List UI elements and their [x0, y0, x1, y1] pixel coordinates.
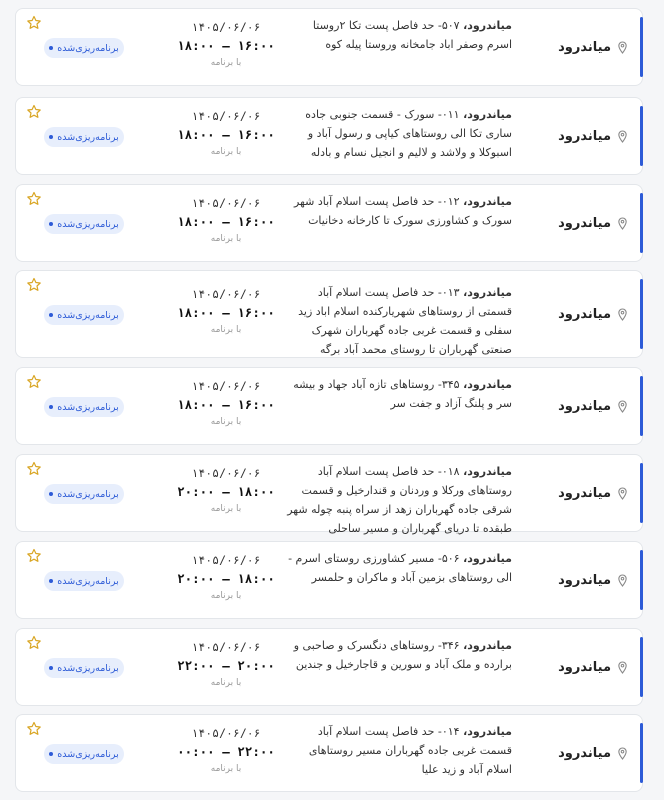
description-text: ۰۱۳- حد فاصل پست اسلام آباد قسمتی از روستاهای شهریارکنده اسلام اباد زید سفلی و قسمت غربی جاده گهرباران شهرک صنعتی گهرباران تا روستای محمد آباد برگه: [298, 286, 512, 356]
outage-card[interactable]: [15, 628, 643, 706]
region-code: میاندرود،: [463, 465, 512, 478]
region: [558, 185, 628, 261]
region-label: میاندرود: [558, 659, 611, 675]
outage-card[interactable]: [15, 184, 643, 262]
status-badge: برنامه‌ریزی‌شده: [44, 305, 124, 325]
outage-time-range: ۱۶:۰۰ — ۱۸:۰۰: [177, 397, 275, 412]
region-code: میاندرود،: [463, 552, 512, 565]
outage-note: با برنامه: [210, 417, 242, 427]
outage-date: ۱۴۰۵/۰۶/۰۶: [191, 640, 261, 654]
outage-card[interactable]: [15, 8, 643, 86]
region-label: میاندرود: [558, 128, 611, 144]
region: [558, 542, 628, 618]
description-text: ۳۴۵- روستاهای تازه آباد جهاد و بیشه سر و پلنگ آزاد و جفت سر: [293, 378, 512, 410]
outage-card[interactable]: [15, 270, 643, 358]
region: [558, 715, 628, 791]
outage-description: [287, 283, 512, 359]
outage-note: با برنامه: [210, 58, 242, 68]
region-code: میاندرود،: [463, 378, 512, 391]
location-pin-icon: [617, 747, 628, 760]
region-code: میاندرود،: [463, 19, 512, 32]
outage-date: ۱۴۰۵/۰۶/۰۶: [191, 553, 261, 567]
outage-description: [287, 192, 512, 230]
favorite-star-icon[interactable]: [26, 15, 42, 31]
outage-description: [287, 105, 512, 162]
region-label: میاندرود: [558, 485, 611, 501]
description-text: ۰۱۱- سورک - قسمت جنوبی جاده ساری تکا الی روستاهای کیاپی و رسول آباد و اسبوکلا و ولاشد و لالیم و انجیل نسام و بادله: [305, 108, 512, 159]
region: [558, 271, 628, 357]
status-badge: برنامه‌ریزی‌شده: [44, 571, 124, 591]
outage-time-range: ۱۶:۰۰ — ۱۸:۰۰: [177, 214, 275, 229]
description-text: ۵۰۶- مسیر کشاورزی روستای اسرم - الی روستاهای بزمین آباد و ماکران و حلمسر: [288, 552, 512, 584]
region: [558, 629, 628, 705]
outage-note: با برنامه: [210, 504, 242, 514]
location-pin-icon: [617, 41, 628, 54]
outage-date: ۱۴۰۵/۰۶/۰۶: [191, 109, 261, 123]
region-label: میاندرود: [558, 572, 611, 588]
description-text: ۰۱۴- حد فاصل پست اسلام آباد قسمت غربی جاده گهرباران مسیر روستاهای اسلام آباد و زید علیا: [308, 725, 512, 776]
status-badge: برنامه‌ریزی‌شده: [44, 38, 124, 58]
region-code: میاندرود،: [463, 195, 512, 208]
region-code: میاندرود،: [463, 108, 512, 121]
region-code: میاندرود،: [463, 286, 512, 299]
region-label: میاندرود: [558, 745, 611, 761]
location-pin-icon: [617, 400, 628, 413]
outage-card[interactable]: [15, 454, 643, 535]
location-pin-icon: [617, 217, 628, 230]
description-text: ۰۱۸- حد فاصل پست اسلام آباد روستاهای ورکلا و وردنان و قندارخیل و قسمت شرقی جاده گهرباران زهد از سراه پنبه چوله شهر طبقده تا دریای گهرباران و مسیر ساحلی: [287, 465, 512, 535]
outage-date: ۱۴۰۵/۰۶/۰۶: [191, 726, 261, 740]
outage-card[interactable]: [15, 714, 643, 792]
favorite-star-icon[interactable]: [26, 721, 42, 737]
outage-note: با برنامه: [210, 234, 242, 244]
outage-date: ۱۴۰۵/۰۶/۰۶: [191, 379, 261, 393]
region-label: میاندرود: [558, 398, 611, 414]
description-text: ۵۰۷- حد فاصل پست تکا ۲روستا اسرم وصفر اباد جامخانه وروستا پیله کوه: [312, 19, 512, 51]
description-text: ۰۱۲- حد فاصل پست اسلام آباد شهر سورک و کشاورزی سورک تا کارخانه دخانیات: [293, 195, 512, 227]
favorite-star-icon[interactable]: [26, 104, 42, 120]
region-label: میاندرود: [558, 215, 611, 231]
favorite-star-icon[interactable]: [26, 548, 42, 564]
location-pin-icon: [617, 130, 628, 143]
location-pin-icon: [617, 574, 628, 587]
outage-note: با برنامه: [210, 764, 242, 774]
outage-note: با برنامه: [210, 325, 242, 335]
outage-time-range: ۱۶:۰۰ — ۱۸:۰۰: [177, 305, 275, 320]
outage-description: [287, 16, 512, 54]
favorite-star-icon[interactable]: [26, 191, 42, 207]
region-label: میاندرود: [558, 39, 611, 55]
region: [558, 455, 628, 531]
favorite-star-icon[interactable]: [26, 461, 42, 477]
outage-date: ۱۴۰۵/۰۶/۰۶: [191, 466, 261, 480]
location-pin-icon: [617, 661, 628, 674]
outage-note: با برنامه: [210, 678, 242, 688]
status-badge: برنامه‌ریزی‌شده: [44, 214, 124, 234]
outage-description: [287, 549, 512, 587]
status-badge: برنامه‌ریزی‌شده: [44, 744, 124, 764]
outage-time-range: ۱۶:۰۰ — ۱۸:۰۰: [177, 38, 275, 53]
outage-description: [287, 462, 512, 538]
outage-card[interactable]: [15, 541, 643, 619]
outage-time-range: ۱۸:۰۰ — ۲۰:۰۰: [177, 484, 275, 499]
region: [558, 98, 628, 174]
region: [558, 368, 628, 444]
outage-description: [287, 636, 512, 674]
outage-card[interactable]: [15, 97, 643, 175]
outage-date: ۱۴۰۵/۰۶/۰۶: [191, 20, 261, 34]
location-pin-icon: [617, 487, 628, 500]
outage-note: با برنامه: [210, 147, 242, 157]
outage-note: با برنامه: [210, 591, 242, 601]
status-badge: برنامه‌ریزی‌شده: [44, 127, 124, 147]
status-badge: برنامه‌ریزی‌شده: [44, 658, 124, 678]
outage-card[interactable]: [15, 367, 643, 445]
outage-date: ۱۴۰۵/۰۶/۰۶: [191, 287, 261, 301]
outage-date: ۱۴۰۵/۰۶/۰۶: [191, 196, 261, 210]
outage-description: [287, 375, 512, 413]
region: [558, 9, 628, 85]
status-badge: برنامه‌ریزی‌شده: [44, 397, 124, 417]
description-text: ۳۴۶- روستاهای دنگسرک و صاحبی و برارده و ملک آباد و سورین و قاجارخیل و جندین: [293, 639, 512, 671]
region-code: میاندرود،: [463, 639, 512, 652]
outage-description: [287, 722, 512, 779]
outage-time-range: ۲۰:۰۰ — ۲۲:۰۰: [177, 658, 275, 673]
status-badge: برنامه‌ریزی‌شده: [44, 484, 124, 504]
favorite-star-icon[interactable]: [26, 374, 42, 390]
outage-time-range: ۲۲:۰۰ — ۰۰:۰۰: [177, 744, 275, 759]
region-code: میاندرود،: [463, 725, 512, 738]
region-label: میاندرود: [558, 306, 611, 322]
favorite-star-icon[interactable]: [26, 635, 42, 651]
outage-time-range: ۱۸:۰۰ — ۲۰:۰۰: [177, 571, 275, 586]
location-pin-icon: [617, 308, 628, 321]
favorite-star-icon[interactable]: [26, 277, 42, 293]
outage-time-range: ۱۶:۰۰ — ۱۸:۰۰: [177, 127, 275, 142]
